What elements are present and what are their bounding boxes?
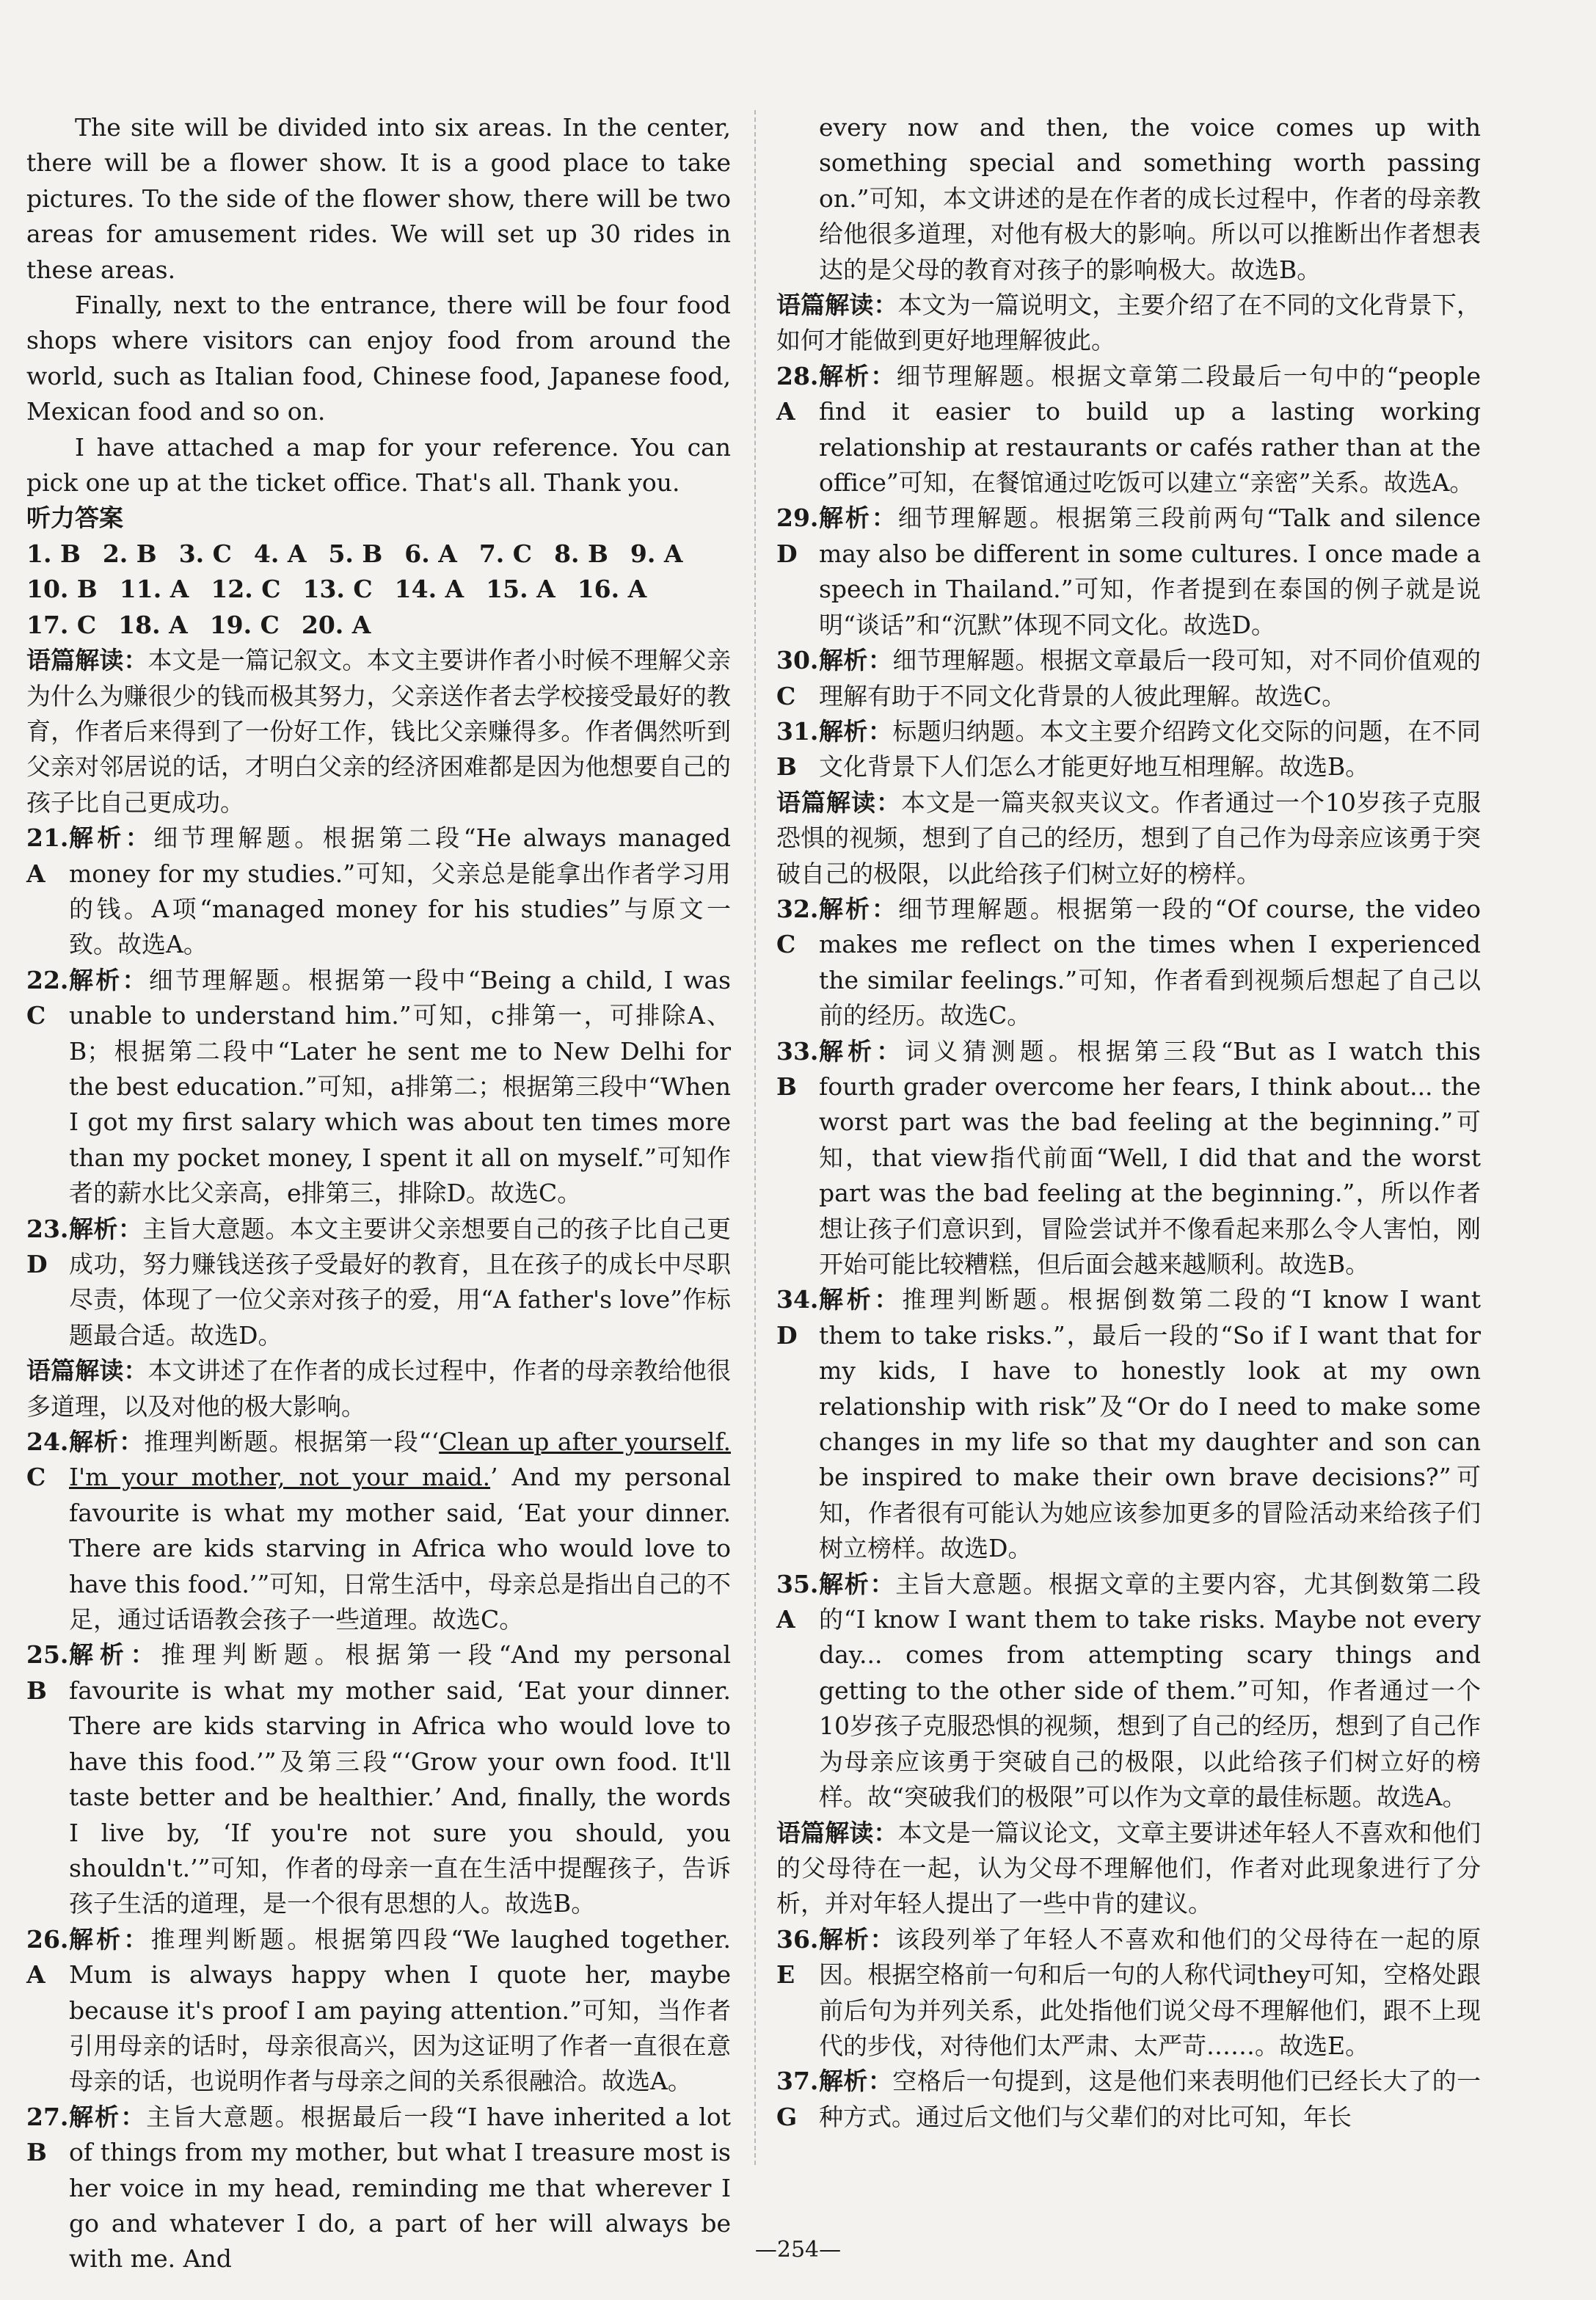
passage-summary: 语篇解读：本文是一篇夹叙夹议文。作者通过一个10岁孩子克服恐惧的视频，想到了自己的经历，想到了自己作为母亲应该勇于突破自己的极限，以此给孩子们树立好的榜样。 — [776, 787, 1481, 888]
question-explanation-27-continued: every now and then, the voice comes up with something special and something worth passing on.”可知，本文讲述的是在作者的成长过程中，作者的母亲教给他很多道理，对他有极大的影响。所以可以推断出作者想表达的是父母的教育对孩子的影响极大。故选B。 — [819, 113, 1481, 284]
question-number: 28. A — [776, 361, 819, 426]
question-number: 31. B — [776, 716, 819, 782]
question-explanation-23: 23. D 解析：主旨大意题。本文主要讲父亲想要自己的孩子比自己更成功，努力赚钱送孩子受最好的教育，且在孩子的成长中尽职尽责，体现了一位父亲对孩子的爱，用“A father's love”作标题最合适。故选D。 — [26, 1212, 731, 1354]
answer-item: 16. A — [577, 575, 647, 604]
question-explanation-27: 27. B 解析：主旨大意题。根据最后一段“I have inherited a lot of things from my mother, but what I treasure most is her voice in my head, reminding me that wherever I go and whatever I do, a part of her will always be with me. And — [26, 2100, 731, 2277]
answer-item: 5. B — [328, 539, 383, 568]
question-explanation-28: 28. A 解析：细节理解题。根据文章第二段最后一句中的“people find it easier to build up a lasting working relationship at restaurants or cafés rather than at the office”可知，在餐馆通过吃饭可以建立“亲密”关系。故选A。 — [776, 359, 1481, 501]
answer-item: 14. A — [394, 575, 464, 604]
answer-item: 17. C — [26, 610, 97, 639]
answer-item: 12. C — [211, 575, 281, 604]
question-number: 21. A — [26, 823, 69, 888]
question-number: 32. C — [776, 894, 819, 959]
answer-item: 20. A — [301, 610, 371, 639]
question-explanation-26: 26. A 解析：推理判断题。根据第四段“We laughed together. Mum is always happy when I quote her, maybe because it's proof I am paying attention.”可知，当作者引用母亲的话时，母亲很高兴，因为这证明了作者一直很在意母亲的话，也说明作者与母亲之间的关系很融洽。故选A。 — [26, 1922, 731, 2100]
question-number: 37. G — [776, 2067, 819, 2131]
question-explanation-24: 24. C 解析：推理判断题。根据第一段“‘Clean up after yourself. I'm your mother, not your maid.’ And my personal favourite is what my mother said, ‘Eat your dinner. There are kids starving in Africa who would love to have this food.’”可知，日常生活中，母亲总是指出自己的不足，通过话语教会孩子一些道理。故选C。 — [26, 1424, 731, 1637]
question-explanation-32: 32. C 解析：细节理解题。根据第一段的“Of course, the video makes me reflect on the times when I experienced the similar feelings.”可知，作者看到视频后想起了自己以前的经历。故选C。 — [776, 892, 1481, 1034]
passage-summary: 语篇解读：本文是一篇议论文，文章主要讲述年轻人不喜欢和他们的父母待在一起，认为父母不理解他们，作者对此现象进行了分析，并对年轻人提出了一些中肯的建议。 — [776, 1818, 1482, 1918]
answer-item: 4. A — [253, 539, 307, 568]
answer-item: 18. A — [118, 610, 188, 639]
answer-item: 1. B — [26, 539, 81, 568]
answer-item: 8. B — [554, 539, 608, 568]
passage-paragraph-2: Finally, next to the entrance, there will be four food shops where visitors can enjoy food from around the world, such as Italian food, Chinese food, Japanese food, Mexican food and so on. — [26, 291, 731, 426]
question-explanation-25: 25. B 解析：推理判断题。根据第一段“And my personal favourite is what my mother said, ‘Eat your dinner. There are kids starving in Africa who would love to have this food.’”及第三段“‘Grow your own food. It'll taste better and be healthier.’ And, finally, the words I live by, ‘If you're not sure you should, you shouldn't.’”可知，作者的母亲一直在生活中提醒孩子，告诉孩子生活的道理，是一个很有思想的人。故选B。 — [26, 1637, 731, 1921]
question-explanation-29: 29. D 解析：细节理解题。根据第三段前两句“Talk and silence may also be different in some cultures. I once made a speech in Thailand.”可知，作者提到在泰国的例子就是说明“谈话”和“沉默”体现不同文化。故选D。 — [776, 501, 1481, 643]
question-number: 26. A — [26, 1924, 69, 1990]
question-number: 30. C — [776, 646, 819, 710]
question-number: 22. C — [26, 965, 69, 1030]
passage-paragraph-3: I have attached a map for your reference. You can pick one up at the ticket office. That's all. Thank you. — [26, 432, 731, 498]
question-number: 24. C — [26, 1427, 69, 1492]
question-explanation-31: 31. B 解析：标题归纳题。本文主要介绍跨文化交际的问题，在不同文化背景下人们怎么才能更好地互相理解。故选B。 — [776, 714, 1481, 785]
answer-item: 9. A — [630, 539, 683, 568]
question-explanation-22: 22. C 解析：细节理解题。根据第一段中“Being a child, I was unable to understand him.”可知，c排第一，可排除A、B；根据第二段中“Later he sent me to New Delhi for the best education.”可知，a排第二；根据第三段中“When I got my first salary which was about ten times more than my pocket money, I spent it all on myself.”可知作者的薪水比父亲高，e排第三，排除D。故选C。 — [26, 963, 731, 1212]
question-number: 36. E — [776, 1924, 819, 1990]
listening-heading: 听力答案 — [26, 503, 123, 533]
answer-item: 15. A — [486, 575, 555, 604]
answer-item: 10. B — [26, 575, 98, 604]
answer-item: 19. C — [209, 610, 280, 639]
question-number: 27. B — [26, 2102, 69, 2167]
page-number: —254— — [754, 2237, 842, 2263]
question-number: 33. B — [776, 1036, 819, 1101]
question-explanation-35: 35. A 解析：主旨大意题。根据文章的主要内容，尤其倒数第二段的“I know I want them to take risks. Maybe not every day... comes from attempting scary things and getting to the other side of them.”可知，作者通过一个10岁孩子克服恐惧的视频，想到了自己的经历，想到了自己作为母亲应该勇于突破自己的极限，以此给孩子们树立好的榜样。故“突破我们的极限”可以作为文章的最佳标题。故选A。 — [776, 1567, 1481, 1816]
question-explanation-34: 34. D 解析：推理判断题。根据倒数第二段的“I know I want them to take risks.”，最后一段的“So if I want that for my kids, I have to honestly look at my own relationship with risk”及“Or do I need to make some changes in my life so that my daughter and son can be inspired to make their own brave decisions?”可知，作者很有可能认为她应该参加更多的冒险活动来给孩子们树立榜样。故选D。 — [776, 1282, 1481, 1566]
answer-item: 2. B — [102, 539, 157, 568]
passage-summary: 语篇解读：本文为一篇说明文，主要介绍了在不同的文化背景下，如何才能做到更好地理解彼此。 — [776, 291, 1482, 355]
answer-item: 11. A — [119, 575, 189, 604]
passage-summary: 语篇解读：本文讲述了在作者的成长过程中，作者的母亲教给他很多道理，以及对他的极大影响。 — [26, 1356, 732, 1421]
question-explanation-37: 37. G 解析：空格后一句提到，这是他们来表明他们已经长大了的一种方式。通过后文他们与父辈们的对比可知，年长 — [776, 2064, 1481, 2135]
question-explanation-21: 21. A 解析：细节理解题。根据第二段“He always managed money for my studies.”可知，父亲总是能拿出作者学习用的钱。A项“managed money for his studies”与原文一致。故选A。 — [26, 820, 731, 963]
question-explanation-30: 30. C 解析：细节理解题。根据文章最后一段可知，对不同价值观的理解有助于不同文化背景的人彼此理解。故选C。 — [776, 643, 1481, 714]
left-column — [26, 110, 731, 2277]
column-divider — [754, 110, 756, 2165]
question-number: 25. B — [26, 1640, 69, 1705]
answer-item: 13. C — [302, 575, 373, 604]
answer-item: 3. C — [178, 539, 232, 568]
underlined-quote: Clean up after yourself. I'm your mother, not your maid. — [69, 1427, 731, 1492]
question-explanation-33: 33. B 解析：词义猜测题。根据第三段“But as I watch this fourth grader overcome her fears, I think about... the worst part was the bad feeling at the beginning.”可知，that view指代前面“Well, I did that and the worst part was the bad feeling at the beginning.”，所以作者想让孩子们意识到，冒险尝试并不像看起来那么令人害怕，刚开始可能比较糟糕，但后面会越来越顺利。故选B。 — [776, 1034, 1481, 1283]
question-number: 34. D — [776, 1285, 819, 1350]
answer-item: 7. C — [478, 539, 533, 568]
question-number: 29. D — [776, 503, 819, 568]
question-number: 23. D — [26, 1214, 69, 1278]
answer-list — [26, 536, 731, 643]
passage-paragraph-1: The site will be divided into six areas. In the center, there will be a flower show. It is a good place to take pictures. To the side of the flower show, there will be two areas for amusement rides. We will set up 30 rides in these areas. — [26, 113, 732, 284]
answer-item: 6. A — [404, 539, 457, 568]
right-column — [776, 110, 1481, 2135]
passage-summary: 语篇解读：本文是一篇记叙文。本文主要讲作者小时候不理解父亲为什么为赚很少的钱而极其努力，父亲送作者去学校接受最好的教育，作者后来得到了一份好工作，钱比父亲赚得多。作者偶然听到父亲对邻居说的话，才明白父亲的经济困难都是因为他想要自己的孩子比自己更成功。 — [26, 646, 732, 817]
question-number: 35. A — [776, 1569, 819, 1634]
question-explanation-36: 36. E 解析：该段列举了年轻人不喜欢和他们的父母待在一起的原因。根据空格前一句和后一句的人称代词they可知，空格处跟前后句为并列关系，此处指他们说父母不理解他们，跟不上现代的步伐，对待他们太严肃、太严苛……。故选E。 — [776, 1922, 1481, 2064]
